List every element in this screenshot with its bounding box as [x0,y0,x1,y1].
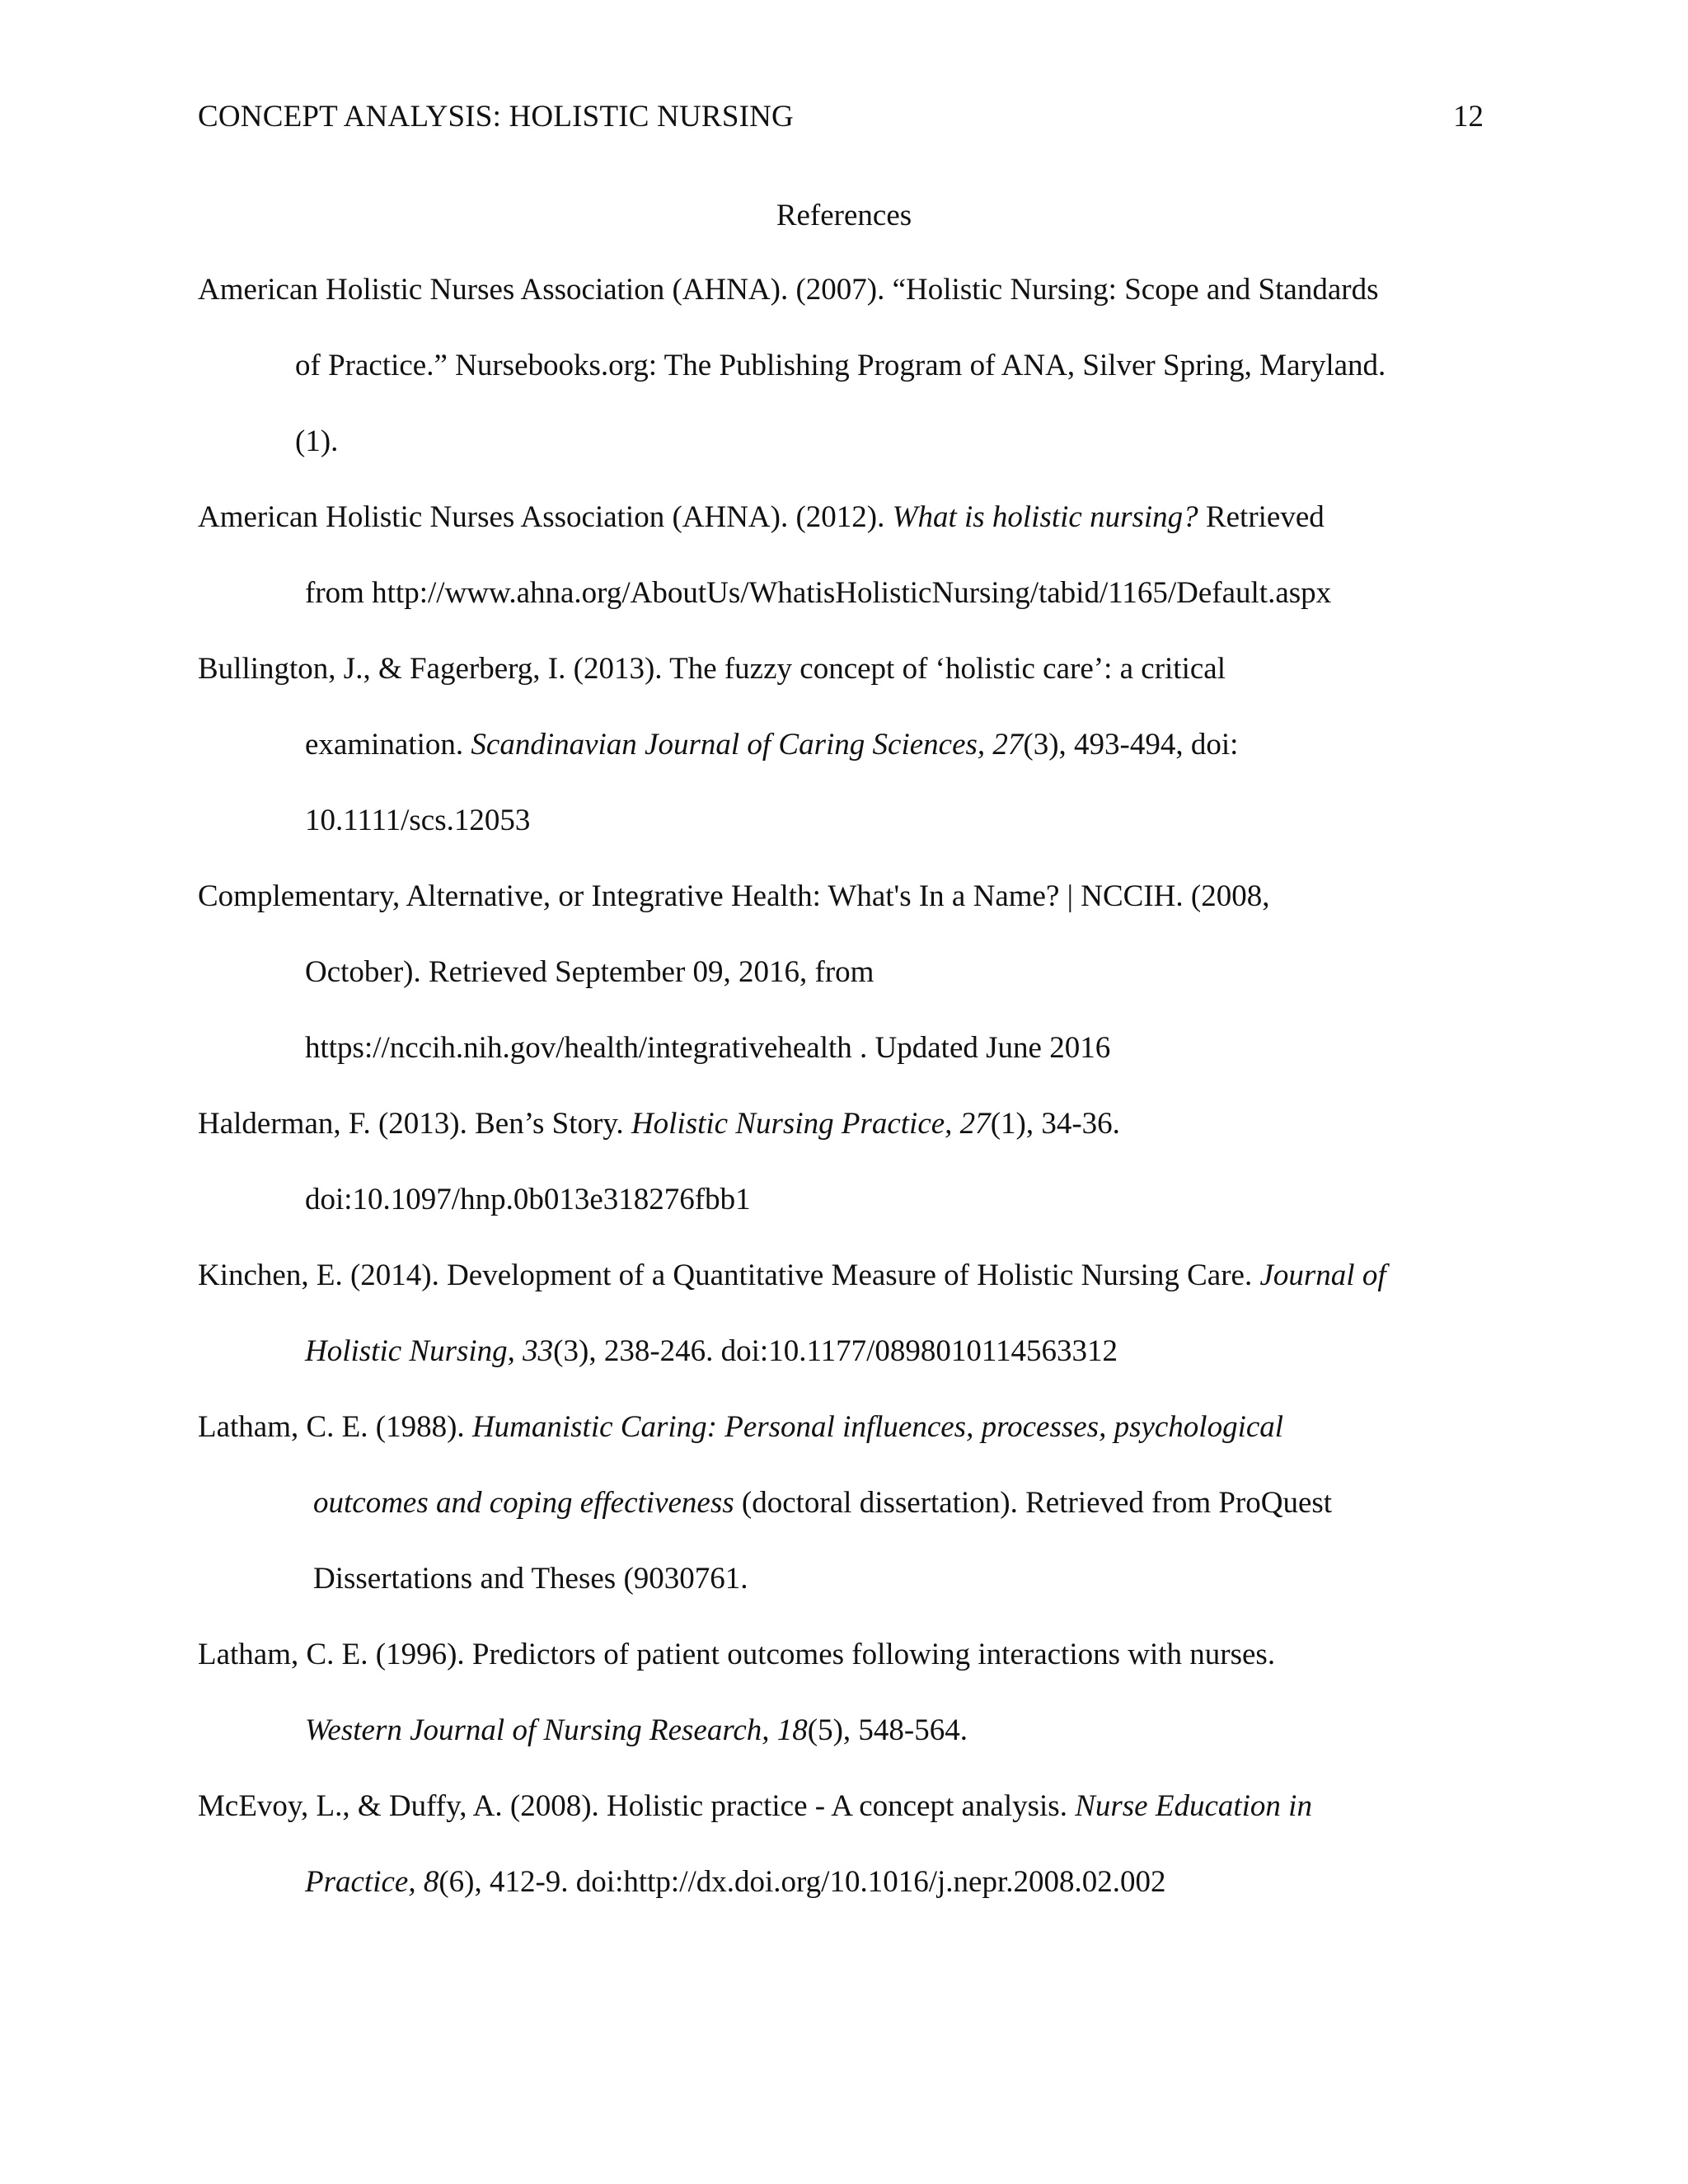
reference-line: Western Journal of Nursing Research, 18(5), 548-564. [305,1713,968,1747]
reference-line: Practice, 8(6), 412-9. doi:http://dx.doi.org/10.1016/j.nepr.2008.02.002 [305,1865,1166,1899]
reference-line: of Practice.” Nursebooks.org: The Publishing Program of ANA, Silver Spring, Maryland. [295,349,1386,382]
reference-line: American Holistic Nurses Association (AHNA). (2012). What is holistic nursing? Retrieved [198,500,1325,534]
reference-line: Complementary, Alternative, or Integrative Health: What's In a Name? | NCCIH. (2008, [198,879,1270,913]
reference-line: doi:10.1097/hnp.0b013e318276fbb1 [305,1183,751,1216]
reference-line: outcomes and coping effectiveness (doctoral dissertation). Retrieved from ProQuest [313,1486,1333,1520]
reference-line: (1). [295,424,339,458]
reference-line: Dissertations and Theses (9030761. [313,1562,748,1596]
reference-line: examination. Scandinavian Journal of Caring Sciences, 27(3), 493-494, doi: [305,728,1239,762]
reference-line: Latham, C. E. (1988). Humanistic Caring: Personal influences, processes, psychological [198,1410,1284,1444]
reference-line: from http://www.ahna.org/AboutUs/WhatisHolisticNursing/tabid/1165/Default.aspx [305,576,1332,610]
reference-line: 10.1111/scs.12053 [305,804,531,837]
reference-line: Halderman, F. (2013). Ben’s Story. Holistic Nursing Practice, 27(1), 34-36. [198,1107,1120,1141]
reference-line: October). Retrieved September 09, 2016, from [305,955,874,989]
reference-line: Latham, C. E. (1996). Predictors of patient outcomes following interactions with nurses. [198,1638,1276,1671]
reference-line: Kinchen, E. (2014). Development of a Quantitative Measure of Holistic Nursing Care. Journal of [198,1258,1386,1292]
reference-line: American Holistic Nurses Association (AHNA). (2007). “Holistic Nursing: Scope and Standards [198,273,1379,307]
reference-line: Holistic Nursing, 33(3), 238-246. doi:10.1177/0898010114563312 [305,1334,1118,1368]
page-number: 12 [1453,100,1484,134]
reference-line: McEvoy, L., & Duffy, A. (2008). Holistic practice - A concept analysis. Nurse Education in [198,1789,1312,1823]
reference-line: https://nccih.nih.gov/health/integrativehealth . Updated June 2016 [305,1031,1111,1065]
references-heading: References [776,199,912,232]
reference-line: Bullington, J., & Fagerberg, I. (2013). The fuzzy concept of ‘holistic care’: a critical [198,652,1226,686]
running-head: CONCEPT ANALYSIS: HOLISTIC NURSING [198,100,794,134]
